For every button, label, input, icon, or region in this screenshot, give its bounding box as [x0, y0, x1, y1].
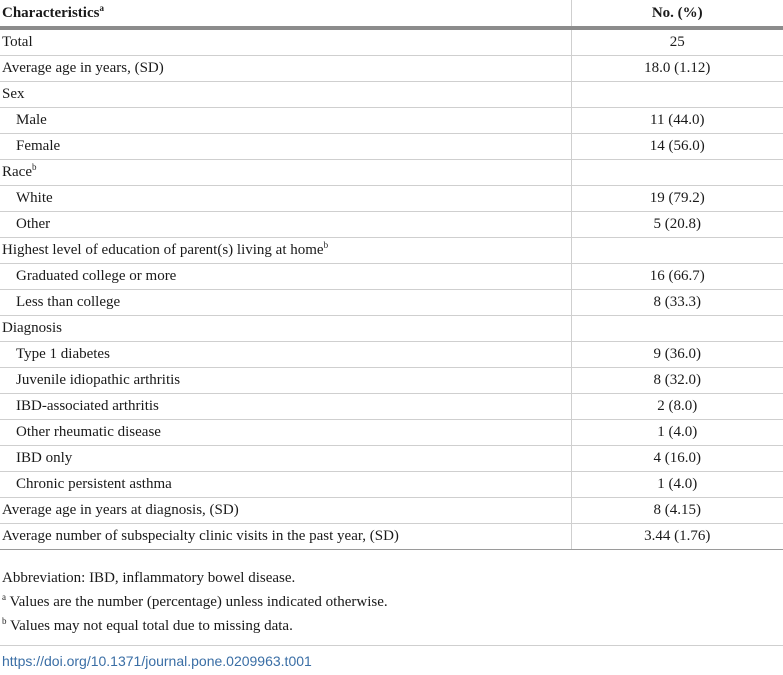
row-value: 8 (33.3): [571, 290, 783, 316]
row-value: 14 (56.0): [571, 134, 783, 160]
row-value: 1 (4.0): [571, 472, 783, 498]
row-label-text: Average age in years, (SD): [2, 60, 164, 76]
row-label: [0, 108, 571, 134]
row-label: [0, 290, 571, 316]
row-label-text: IBD only: [16, 450, 73, 466]
row-label: [0, 342, 571, 368]
row-value: 1 (4.0): [571, 420, 783, 446]
table-row: [0, 56, 783, 82]
row-value: 9 (36.0): [571, 342, 783, 368]
table-row: [0, 524, 783, 550]
footnote-a-marker: a: [2, 592, 6, 602]
row-label-text: Other: [16, 216, 51, 232]
table-row: [0, 472, 783, 498]
table-row: [0, 316, 783, 342]
table-row: [0, 498, 783, 524]
footnote-a: [2, 590, 388, 614]
row-label: [0, 134, 571, 160]
row-value: 25: [571, 28, 783, 56]
footer-divider: [0, 645, 783, 646]
table-row: [0, 82, 783, 108]
row-label-text: Less than college: [16, 294, 121, 310]
footnote-b-text: Values may not equal total due to missing data.: [6, 618, 293, 634]
header-footnote-marker: a: [99, 2, 104, 13]
header-characteristics-label: Characteristics: [2, 4, 100, 21]
row-value: [571, 238, 783, 264]
row-label-text: Type 1 diabetes: [16, 346, 110, 362]
doi-link[interactable]: https://doi.org/10.1371/journal.pone.0209963.t001: [2, 653, 312, 669]
row-label-text: Total: [2, 34, 33, 50]
row-value: [571, 160, 783, 186]
table-row: [0, 28, 783, 56]
row-footnote-marker: b: [323, 240, 329, 250]
row-label-text: Male: [16, 112, 47, 128]
row-label-text: Female: [16, 138, 61, 154]
row-value: 11 (44.0): [571, 108, 783, 134]
row-label: [0, 394, 571, 420]
header-value: No. (%): [571, 0, 783, 28]
row-label-text: White: [16, 190, 53, 206]
row-label-text: Race: [2, 164, 32, 180]
row-value: 19 (79.2): [571, 186, 783, 212]
row-label-text: Chronic persistent asthma: [16, 476, 172, 492]
row-label: [0, 186, 571, 212]
table-row: [0, 212, 783, 238]
row-value: 8 (32.0): [571, 368, 783, 394]
table-row: [0, 264, 783, 290]
row-label: [0, 446, 571, 472]
row-label-text: Graduated college or more: [16, 268, 177, 284]
row-label: [0, 160, 571, 186]
row-value: 4 (16.0): [571, 446, 783, 472]
row-label-text: Average number of subspecialty clinic visits in the past year, (SD): [2, 528, 399, 544]
row-label: [0, 498, 571, 524]
table-footnotes: [2, 566, 388, 638]
table-row: [0, 446, 783, 472]
row-value: 16 (66.7): [571, 264, 783, 290]
row-label-text: Diagnosis: [2, 320, 62, 336]
row-value: [571, 82, 783, 108]
row-label-text: Average age in years at diagnosis, (SD): [2, 502, 239, 518]
row-label: [0, 56, 571, 82]
row-label-text: IBD-associated arthritis: [16, 398, 159, 414]
row-value: [571, 316, 783, 342]
row-value: 8 (4.15): [571, 498, 783, 524]
row-label-text: Juvenile idiopathic arthritis: [16, 372, 181, 388]
abbreviation-note: Abbreviation: IBD, inflammatory bowel disease.: [2, 570, 296, 586]
table-header-row: [0, 0, 783, 28]
row-value: 5 (20.8): [571, 212, 783, 238]
table-row: [0, 420, 783, 446]
table-row: [0, 108, 783, 134]
row-label-text: Other rheumatic disease: [16, 424, 161, 440]
table-row: [0, 342, 783, 368]
footnote-b-marker: b: [2, 616, 7, 626]
table-row: [0, 134, 783, 160]
table-row: [0, 186, 783, 212]
table-body: [0, 28, 783, 550]
row-label: [0, 238, 571, 264]
row-label: [0, 28, 571, 56]
row-label-text: Sex: [2, 86, 25, 102]
table-row: [0, 394, 783, 420]
table-row: [0, 160, 783, 186]
row-value: 18.0 (1.12): [571, 56, 783, 82]
table-row: [0, 290, 783, 316]
row-label: [0, 212, 571, 238]
row-value: 2 (8.0): [571, 394, 783, 420]
table-row: [0, 238, 783, 264]
header-characteristics: [0, 0, 571, 28]
row-label: [0, 472, 571, 498]
row-value: 3.44 (1.76): [571, 524, 783, 550]
row-footnote-marker: b: [31, 162, 37, 172]
table-row: [0, 368, 783, 394]
row-label: [0, 368, 571, 394]
row-label: [0, 316, 571, 342]
row-label-text: Highest level of education of parent(s) living at home: [2, 242, 324, 258]
row-label: [0, 524, 571, 550]
footnote-b: [2, 614, 388, 638]
row-label: [0, 264, 571, 290]
footnote-a-text: Values are the number (percentage) unless indicated otherwise.: [6, 594, 388, 610]
row-label: [0, 420, 571, 446]
row-label: [0, 82, 571, 108]
